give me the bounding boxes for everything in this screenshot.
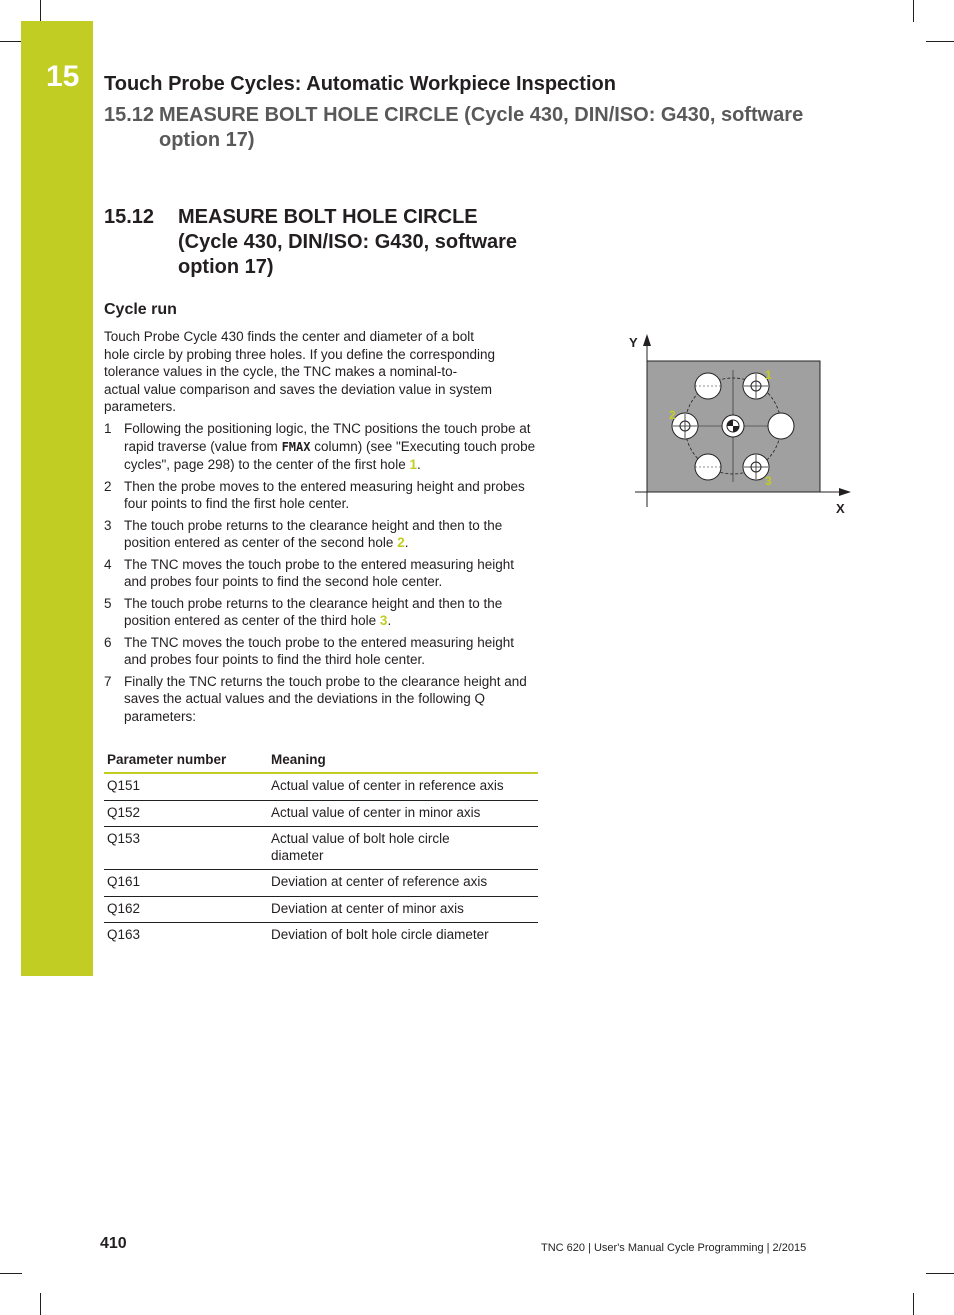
chapter-title: Touch Probe Cycles: Automatic Workpiece Inspection (104, 73, 616, 95)
hole-label-1: 1 (765, 368, 772, 382)
intro-line: actual value comparison and saves the deviation value in system (104, 381, 492, 397)
list-item (104, 595, 540, 630)
step-text: Following the positioning logic, the TNC positions the touch probe at rapid traverse (value from (124, 421, 531, 454)
axis-x-label: X (836, 501, 845, 516)
steps-list (104, 420, 540, 729)
chapter-sidebar (21, 21, 93, 976)
step-number: 6 (104, 634, 112, 650)
table-cell: Q151 (104, 773, 268, 800)
page-number: 410 (100, 1235, 127, 1252)
step-text: The TNC moves the touch probe to the entered measuring height and probes four points to find the second hole center. (124, 556, 514, 589)
crop-mark (0, 1273, 22, 1274)
table-cell: Actual value of center in reference axis (268, 773, 538, 800)
list-item (104, 556, 540, 591)
hole-reference: 1 (409, 457, 417, 472)
x-axis-arrow-icon (839, 488, 851, 496)
intro-line: parameters. (104, 399, 177, 414)
axis-y-label: Y (629, 335, 638, 350)
list-item (104, 673, 540, 726)
section-title-line3: option 17) (178, 256, 274, 278)
table-cell: Q152 (104, 800, 268, 827)
intro-line: Touch Probe Cycle 430 finds the center and diameter of a bolt (104, 329, 474, 344)
crop-mark (926, 1273, 954, 1274)
table-cell: Q161 (104, 870, 268, 897)
crop-mark (0, 41, 22, 42)
list-item (104, 420, 540, 474)
step-number: 5 (104, 595, 112, 611)
crop-mark (913, 1293, 914, 1315)
crop-mark (926, 41, 954, 42)
hole-label-3: 3 (765, 474, 772, 488)
table-cell: Q153 (104, 827, 268, 870)
running-section-title-line1: MEASURE BOLT HOLE CIRCLE (Cycle 430, DIN/ISO: G430, software (159, 104, 804, 126)
running-section-title-line2: option 17) (159, 129, 255, 151)
intro-line: hole circle by probing three holes. If you define the corresponding (104, 346, 495, 362)
table-header-row (104, 748, 538, 773)
step-text: The TNC moves the touch probe to the entered measuring height and probes four points to find the third hole center. (124, 634, 514, 667)
list-item (104, 478, 540, 513)
table-cell: Deviation at center of reference axis (268, 870, 538, 897)
q-parameter-table (104, 748, 538, 949)
step-text: . (404, 535, 409, 550)
intro-line: tolerance values in the cycle, the TNC makes a nominal-to- (104, 364, 458, 379)
footer-text: TNC 620 | User's Manual Cycle Programming | 2/2015 (541, 1242, 807, 1254)
column-header: Parameter number (104, 748, 268, 773)
section-number: 15.12 (104, 206, 155, 228)
step-number: 4 (104, 556, 112, 572)
table-cell: Deviation at center of minor axis (268, 896, 538, 923)
section-title-line2: (Cycle 430, DIN/ISO: G430, software (178, 231, 518, 253)
table-cell: Actual value of center in minor axis (268, 800, 538, 827)
table-row (104, 896, 538, 923)
step-text: The touch probe returns to the clearance height and then to the position entered as center of the second hole (124, 517, 503, 550)
chapter-number: 15 (46, 60, 80, 93)
section-title-line1: MEASURE BOLT HOLE CIRCLE (178, 206, 478, 228)
running-section-header (104, 103, 824, 153)
table-row (104, 773, 538, 800)
table-row (104, 870, 538, 897)
step-number: 2 (104, 478, 112, 494)
crop-mark (40, 0, 41, 22)
hole-reference: 3 (379, 613, 388, 628)
table-cell: Deviation of bolt hole circle diameter (271, 927, 489, 942)
y-axis-arrow-icon (643, 334, 651, 346)
table-cell: Actual value of bolt hole circle diameter (268, 827, 538, 870)
fmax-code: FMAX (281, 439, 311, 454)
hole-reference: 2 (397, 535, 405, 550)
step-number: 7 (104, 673, 112, 689)
hole (768, 413, 794, 439)
crop-mark (40, 1293, 41, 1315)
table-row (104, 923, 538, 949)
step-text: column) (see "Executing touch probe cycles", page 298) to the center of the first hole (124, 438, 536, 472)
step-text: . (387, 613, 392, 628)
crop-mark (913, 0, 914, 22)
table-row (104, 827, 538, 870)
list-item (104, 517, 540, 552)
intro-paragraph (104, 328, 536, 416)
table-row (104, 800, 538, 827)
hole-label-2: 2 (669, 408, 676, 422)
table-cell: Q162 (104, 896, 268, 923)
table-cell: Q163 (107, 927, 141, 942)
step-number: 1 (104, 421, 112, 436)
step-text: The touch probe returns to the clearance height and then to the position entered as center of the third hole (124, 595, 503, 628)
step-text: Finally the TNC returns the touch probe to the clearance height and saves the actual values and the deviations in the following Q parameters: (124, 673, 527, 724)
list-item (104, 634, 540, 669)
column-header: Meaning (268, 748, 538, 773)
step-text: Then the probe moves to the entered measuring height and probes four points to find the first hole center. (124, 478, 525, 511)
bolt-hole-circle-figure (625, 332, 855, 518)
running-section-number: 15.12 (104, 104, 155, 126)
step-number: 3 (104, 517, 112, 533)
step-text: . (416, 457, 421, 472)
cycle-run-heading: Cycle run (104, 301, 177, 318)
